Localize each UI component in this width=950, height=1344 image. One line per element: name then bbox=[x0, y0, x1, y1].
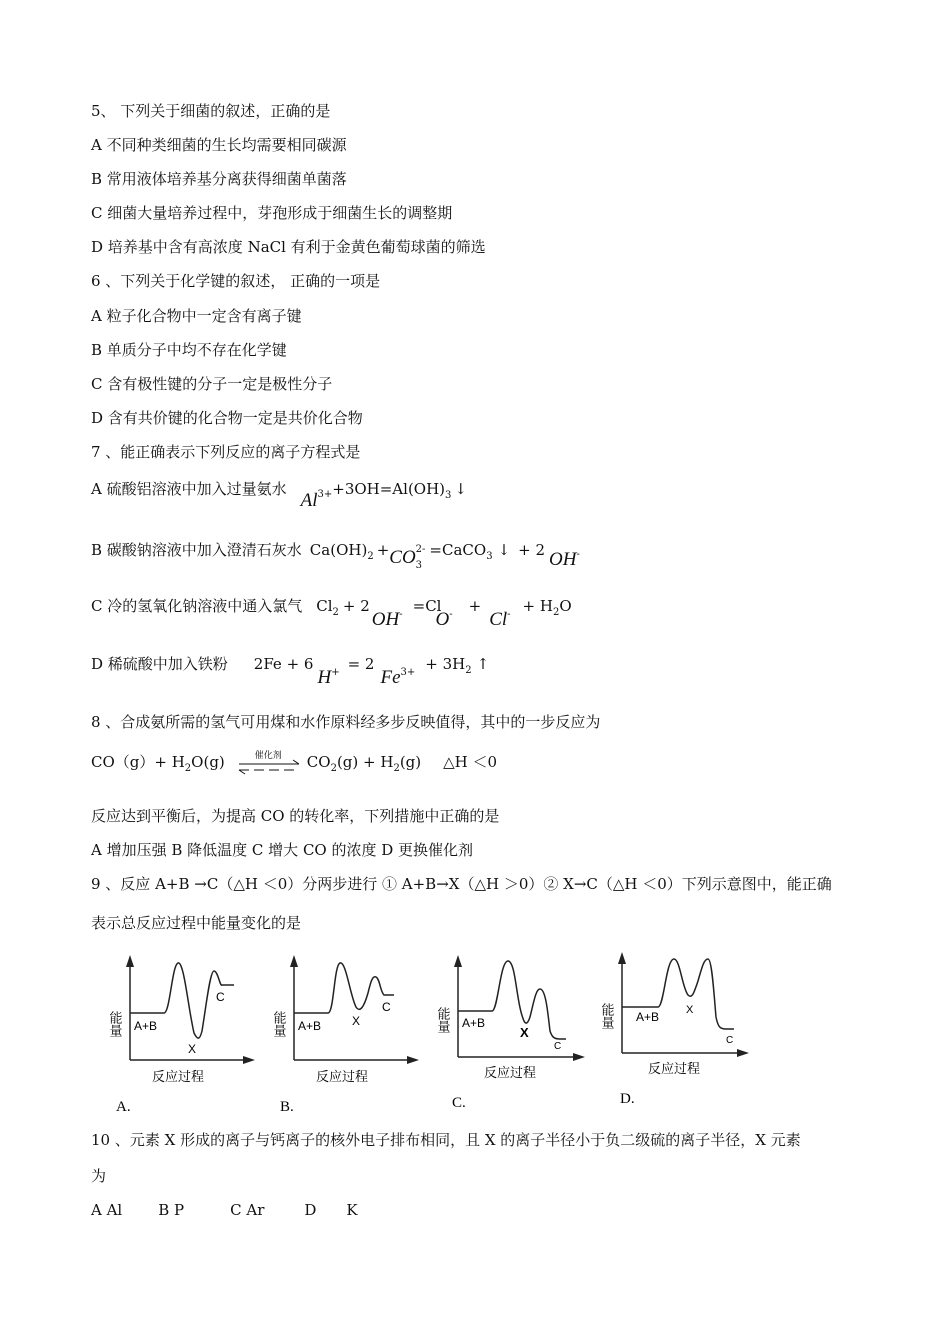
q10-option-d: D bbox=[304, 1201, 317, 1219]
q5-stem: 5、 下列关于细菌的叙述，正确的是 bbox=[91, 102, 331, 120]
q6-stem: 6 、下列关于化学键的叙述， 正确的一项是 bbox=[91, 272, 381, 290]
q7-c-tail: + H bbox=[522, 597, 553, 615]
q8-eq-left-end: O(g) bbox=[191, 753, 225, 771]
q7-d-h-charge: + bbox=[331, 667, 340, 678]
q6-option-b: B 单质分子中均不存在化学键 bbox=[91, 341, 287, 359]
fig-b-c-label: C bbox=[382, 1000, 391, 1014]
q7-c-plus: + bbox=[468, 597, 482, 615]
q10-stem-continued: 为 bbox=[91, 1167, 107, 1185]
q7-c-reactant-sub: 2 bbox=[332, 607, 339, 618]
q7-a-rest: +3OH=Al(OH) bbox=[332, 480, 446, 498]
q7-a-rest-sub: 3 bbox=[445, 490, 452, 501]
q10-options bbox=[91, 1200, 358, 1220]
q7-d-fe: Fe bbox=[380, 667, 401, 688]
fig-c-ylabel: 能量 bbox=[434, 1007, 450, 1033]
q8-eq-left-sub: 2 bbox=[184, 763, 192, 774]
energy-diagram-c bbox=[436, 945, 601, 1124]
q7-option-b bbox=[91, 540, 580, 571]
fig-a-ylabel: 能量 bbox=[106, 1011, 122, 1037]
fig-a-x-label: X bbox=[188, 1042, 197, 1056]
q7-c-text: C 冷的氢氧化钠溶液中通入氯气 bbox=[91, 597, 303, 615]
q7-b-text: B 碳酸钠溶液中加入澄清石灰水 bbox=[91, 541, 302, 559]
q10-option-b: B P bbox=[158, 1201, 185, 1219]
q7-b-ion: CO bbox=[389, 547, 416, 568]
q8-question: 反应达到平衡后，为提高 CO 的转化率，下列措施中正确的是 bbox=[91, 807, 500, 825]
fig-b-letter: B. bbox=[280, 1099, 294, 1115]
q7-c-cl: Cl bbox=[489, 609, 508, 630]
fig-a-letter: A. bbox=[116, 1099, 131, 1115]
q8-eq-right-sub2: 2 bbox=[393, 763, 400, 774]
q7-d-reactant: 2Fe + 6 bbox=[253, 655, 314, 673]
q8-eq-right-sub: 2 bbox=[330, 763, 337, 774]
fig-d-c-label: C bbox=[726, 1035, 734, 1046]
q5-option-d: D 培养基中含有高浓度 NaCl 有利于金黄色葡萄球菌的筛选 bbox=[91, 238, 486, 256]
q7-d-eq: = 2 bbox=[347, 655, 375, 673]
energy-diagram-a bbox=[108, 945, 273, 1124]
q7-c-tail-sub: 2 bbox=[552, 607, 560, 618]
q8-eq-right-end: (g) bbox=[399, 753, 422, 771]
q7-b-reactant-sub: 2 bbox=[367, 551, 374, 562]
q10-option-a: A Al bbox=[91, 1201, 123, 1219]
q7-b-eq-sub: 3 bbox=[486, 551, 493, 562]
q7-option-a bbox=[91, 479, 467, 511]
q7-b-plus: + bbox=[376, 541, 390, 559]
q8-catalyst: 催化剂 bbox=[254, 751, 282, 761]
fig-a-ab-label: A+B bbox=[134, 1019, 158, 1033]
fig-a-xlabel: 反应过程 bbox=[152, 1070, 205, 1085]
q7-b-ion-sub: 3 bbox=[415, 560, 423, 571]
q7-c-oh: OH bbox=[371, 609, 400, 630]
energy-diagram-d bbox=[600, 945, 765, 1124]
q7-c-o: O bbox=[435, 609, 450, 630]
q5-option-a: A 不同种类细菌的生长均需要相同碳源 bbox=[91, 136, 347, 154]
fig-c-xlabel: 反应过程 bbox=[484, 1066, 537, 1081]
fig-b-xlabel: 反应过程 bbox=[316, 1070, 369, 1085]
q10-stem: 10 、元素 X 形成的离子与钙离子的核外电子排布相同，且 X 的离子半径小于负二级硫的离子半径，X 元素 bbox=[91, 1131, 801, 1149]
q7-b-reactant: Ca(OH) bbox=[309, 541, 368, 559]
q7-d-text: D 稀硫酸中加入铁粉 bbox=[91, 655, 228, 673]
q8-equation bbox=[91, 752, 497, 775]
q7-b-coef: + 2 bbox=[518, 541, 546, 559]
q7-option-c bbox=[91, 596, 572, 630]
q8-options: A 增加压强 B 降低温度 C 增大 CO 的浓度 D 更换催化剂 bbox=[91, 841, 474, 859]
fig-d-xlabel: 反应过程 bbox=[648, 1062, 701, 1077]
q7-c-tail-end: O bbox=[559, 597, 572, 615]
q7-a-ion-charge: 3+ bbox=[317, 489, 333, 500]
q9-stem-continued: 表示总反应过程中能量变化的是 bbox=[91, 914, 302, 932]
q6-option-a: A 粒子化合物中一定含有离子键 bbox=[91, 307, 302, 325]
q7-d-arrow: ↑ bbox=[476, 655, 490, 673]
fig-d-x-label: X bbox=[686, 1004, 694, 1016]
q7-c-reactant: Cl bbox=[316, 597, 333, 615]
fig-b-ylabel: 能量 bbox=[270, 1011, 286, 1037]
q7-d-tail-sub: 2 bbox=[465, 665, 472, 676]
q6-option-c: C 含有极性键的分子一定是极性分子 bbox=[91, 375, 333, 393]
fig-d-ylabel: 能量 bbox=[598, 1003, 614, 1029]
q8-eq-right: CO bbox=[306, 753, 331, 771]
equilibrium-arrow-icon bbox=[235, 752, 303, 772]
fig-b-x-label: X bbox=[352, 1014, 361, 1028]
q6-option-d: D 含有共价键的化合物一定是共价化合物 bbox=[91, 409, 363, 427]
q5-option-b: B 常用液体培养基分离获得细菌单菌落 bbox=[91, 170, 347, 188]
q7-d-fe-charge: 3+ bbox=[400, 667, 416, 678]
q7-a-ion: Al bbox=[300, 490, 318, 511]
q7-stem: 7 、能正确表示下列反应的离子方程式是 bbox=[91, 443, 361, 461]
q8-eq-left: CO（g）+ H bbox=[91, 753, 185, 771]
q7-b-oh: OH bbox=[549, 549, 577, 570]
q5-option-c: C 细菌大量培养过程中，芽孢形成于细菌生长的调整期 bbox=[91, 204, 453, 222]
q10-option-e: K bbox=[346, 1201, 358, 1219]
q7-b-eq: =CaCO bbox=[429, 541, 487, 559]
fig-d-ab-label: A+B bbox=[636, 1010, 660, 1024]
fig-c-x-label: X bbox=[520, 1025, 529, 1040]
q7-d-h: H bbox=[317, 667, 332, 688]
q8-eq-right-mid: (g) + H bbox=[336, 753, 394, 771]
fig-c-c-label: C bbox=[554, 1041, 562, 1052]
energy-diagram-b bbox=[272, 945, 437, 1124]
fig-b-ab-label: A+B bbox=[298, 1019, 322, 1033]
q7-option-d bbox=[91, 654, 490, 688]
fig-c-letter: C. bbox=[452, 1095, 466, 1111]
q10-option-c: C Ar bbox=[230, 1201, 265, 1219]
fig-c-ab-label: A+B bbox=[462, 1016, 486, 1030]
q7-c-eq: =Cl bbox=[412, 597, 442, 615]
fig-d-letter: D. bbox=[620, 1091, 635, 1107]
q8-dh: △H ＜0 bbox=[443, 753, 498, 771]
q9-stem: 9 、反应 A+B →C（△H ＜0）分两步进行 ① A+B→X（△H ＞0）② X→C（△H ＜0）下列示意图中，能正确 bbox=[91, 875, 832, 893]
q8-stem: 8 、合成氨所需的氢气可用煤和水作原料经多步反映值得，其中的一步反应为 bbox=[91, 713, 601, 731]
fig-a-c-label: C bbox=[216, 990, 225, 1004]
q7-c-coef: + 2 bbox=[342, 597, 370, 615]
q7-d-tail: + 3H bbox=[425, 655, 466, 673]
q7-b-ion-charge: 2- bbox=[415, 544, 426, 555]
q7-b-arrow: ↓ bbox=[497, 541, 511, 559]
q7-c-oh-charge: - bbox=[399, 609, 403, 620]
q7-a-text: A 硫酸铝溶液中加入过量氨水 bbox=[91, 480, 287, 498]
q7-a-arrow: ↓ bbox=[454, 480, 467, 498]
q7-c-o-charge: - bbox=[449, 609, 453, 620]
q7-c-cl-charge: - bbox=[507, 609, 511, 620]
q7-b-oh-charge: - bbox=[576, 549, 580, 560]
